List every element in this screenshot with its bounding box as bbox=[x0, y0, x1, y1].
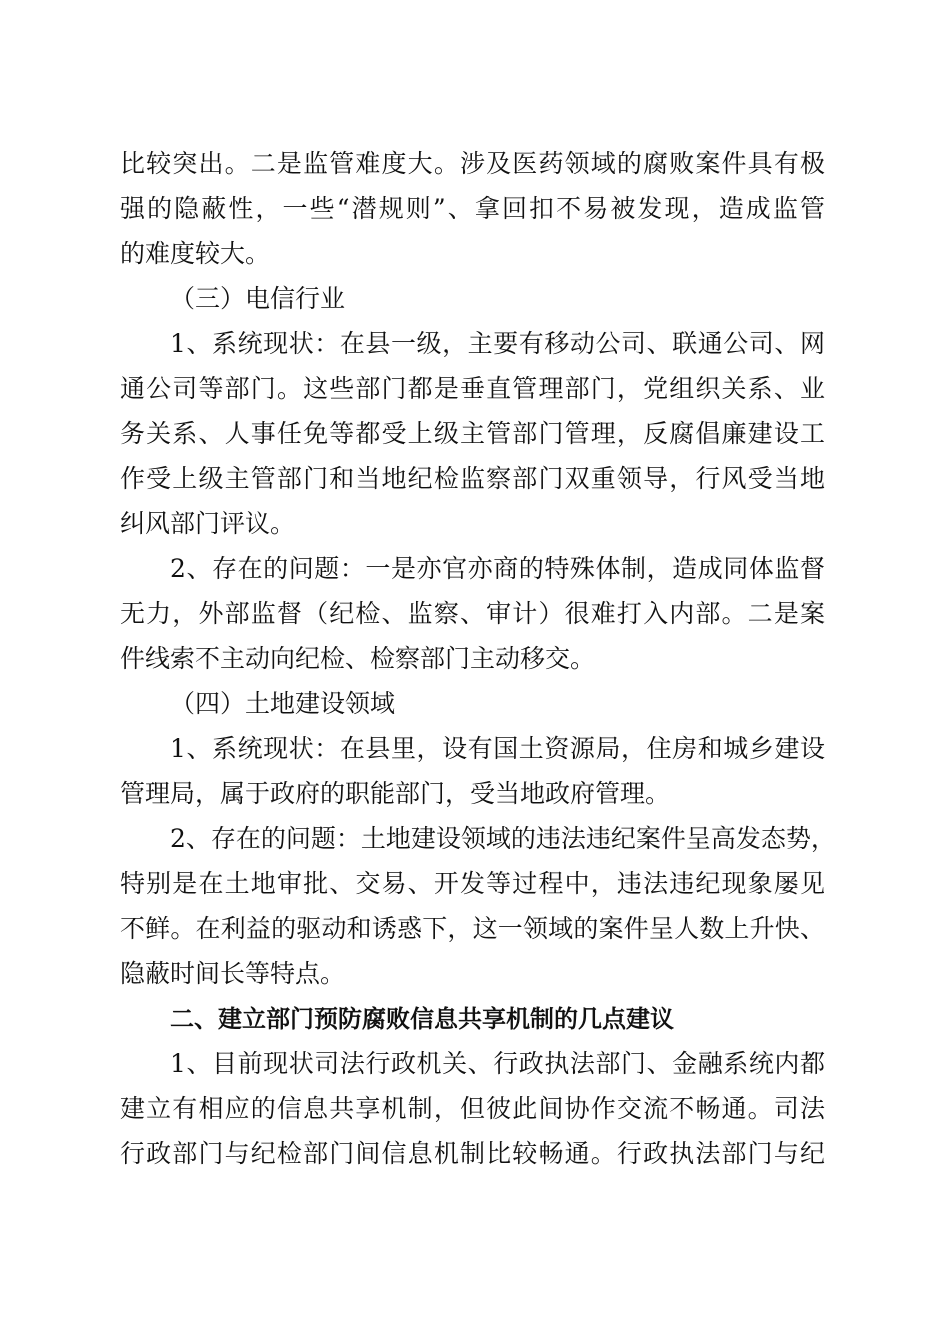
text-line-7: 务关系、人事任免等都受上级主管部门管理，反腐倡廉建设工 bbox=[120, 419, 825, 448]
text-line-5: 1、系统现状：在县一级，主要有移动公司、联通公司、网 bbox=[170, 329, 825, 358]
text-line-23: 行政部门与纪检部门间信息机制比较畅通。行政执法部门与纪 bbox=[120, 1139, 825, 1168]
text-line-8: 作受上级主管部门和当地纪检监察部门双重领导，行风受当地 bbox=[120, 464, 825, 493]
section-heading-suggestions: 二、建立部门预防腐败信息共享机制的几点建议 bbox=[170, 1005, 674, 1033]
text-line-16: 2、存在的问题：土地建设领域的违法违纪案件呈高发态势， bbox=[170, 824, 836, 853]
text-line-11: 无力，外部监督（纪检、监察、审计）很难打入内部。二是案 bbox=[120, 599, 825, 628]
text-line-18: 不鲜。在利益的驱动和诱惑下，这一领域的案件呈人数上升快、 bbox=[120, 914, 825, 943]
text-line-2: 强的隐蔽性，一些“潜规则”、拿回扣不易被发现，造成监管 bbox=[120, 194, 825, 223]
section-heading-telecom: （三）电信行业 bbox=[170, 284, 346, 313]
text-line-1: 比较突出。二是监管难度大。涉及医药领域的腐败案件具有极 bbox=[120, 149, 825, 178]
text-line-15: 管理局，属于政府的职能部门，受当地政府管理。 bbox=[120, 779, 671, 808]
text-line-22: 建立有相应的信息共享机制，但彼此间协作交流不畅通。司法 bbox=[120, 1094, 825, 1123]
text-line-14: 1、系统现状：在县里，设有国土资源局，住房和城乡建设 bbox=[170, 734, 825, 763]
text-line-6: 通公司等部门。这些部门都是垂直管理部门，党组织关系、业 bbox=[120, 374, 825, 403]
text-line-12: 件线索不主动向纪检、检察部门主动移交。 bbox=[120, 644, 596, 673]
text-line-17: 特别是在土地审批、交易、开发等过程中，违法违纪现象屡见 bbox=[120, 869, 825, 898]
section-heading-land: （四）土地建设领域 bbox=[170, 689, 396, 718]
text-line-3: 的难度较大。 bbox=[120, 239, 271, 268]
text-line-19: 隐蔽时间长等特点。 bbox=[120, 959, 346, 988]
text-line-9: 纠风部门评议。 bbox=[120, 509, 296, 538]
text-line-10: 2、存在的问题：一是亦官亦商的特殊体制，造成同体监督 bbox=[170, 554, 825, 583]
text-line-21: 1、目前现状司法行政机关、行政执法部门、金融系统内都 bbox=[170, 1049, 825, 1078]
